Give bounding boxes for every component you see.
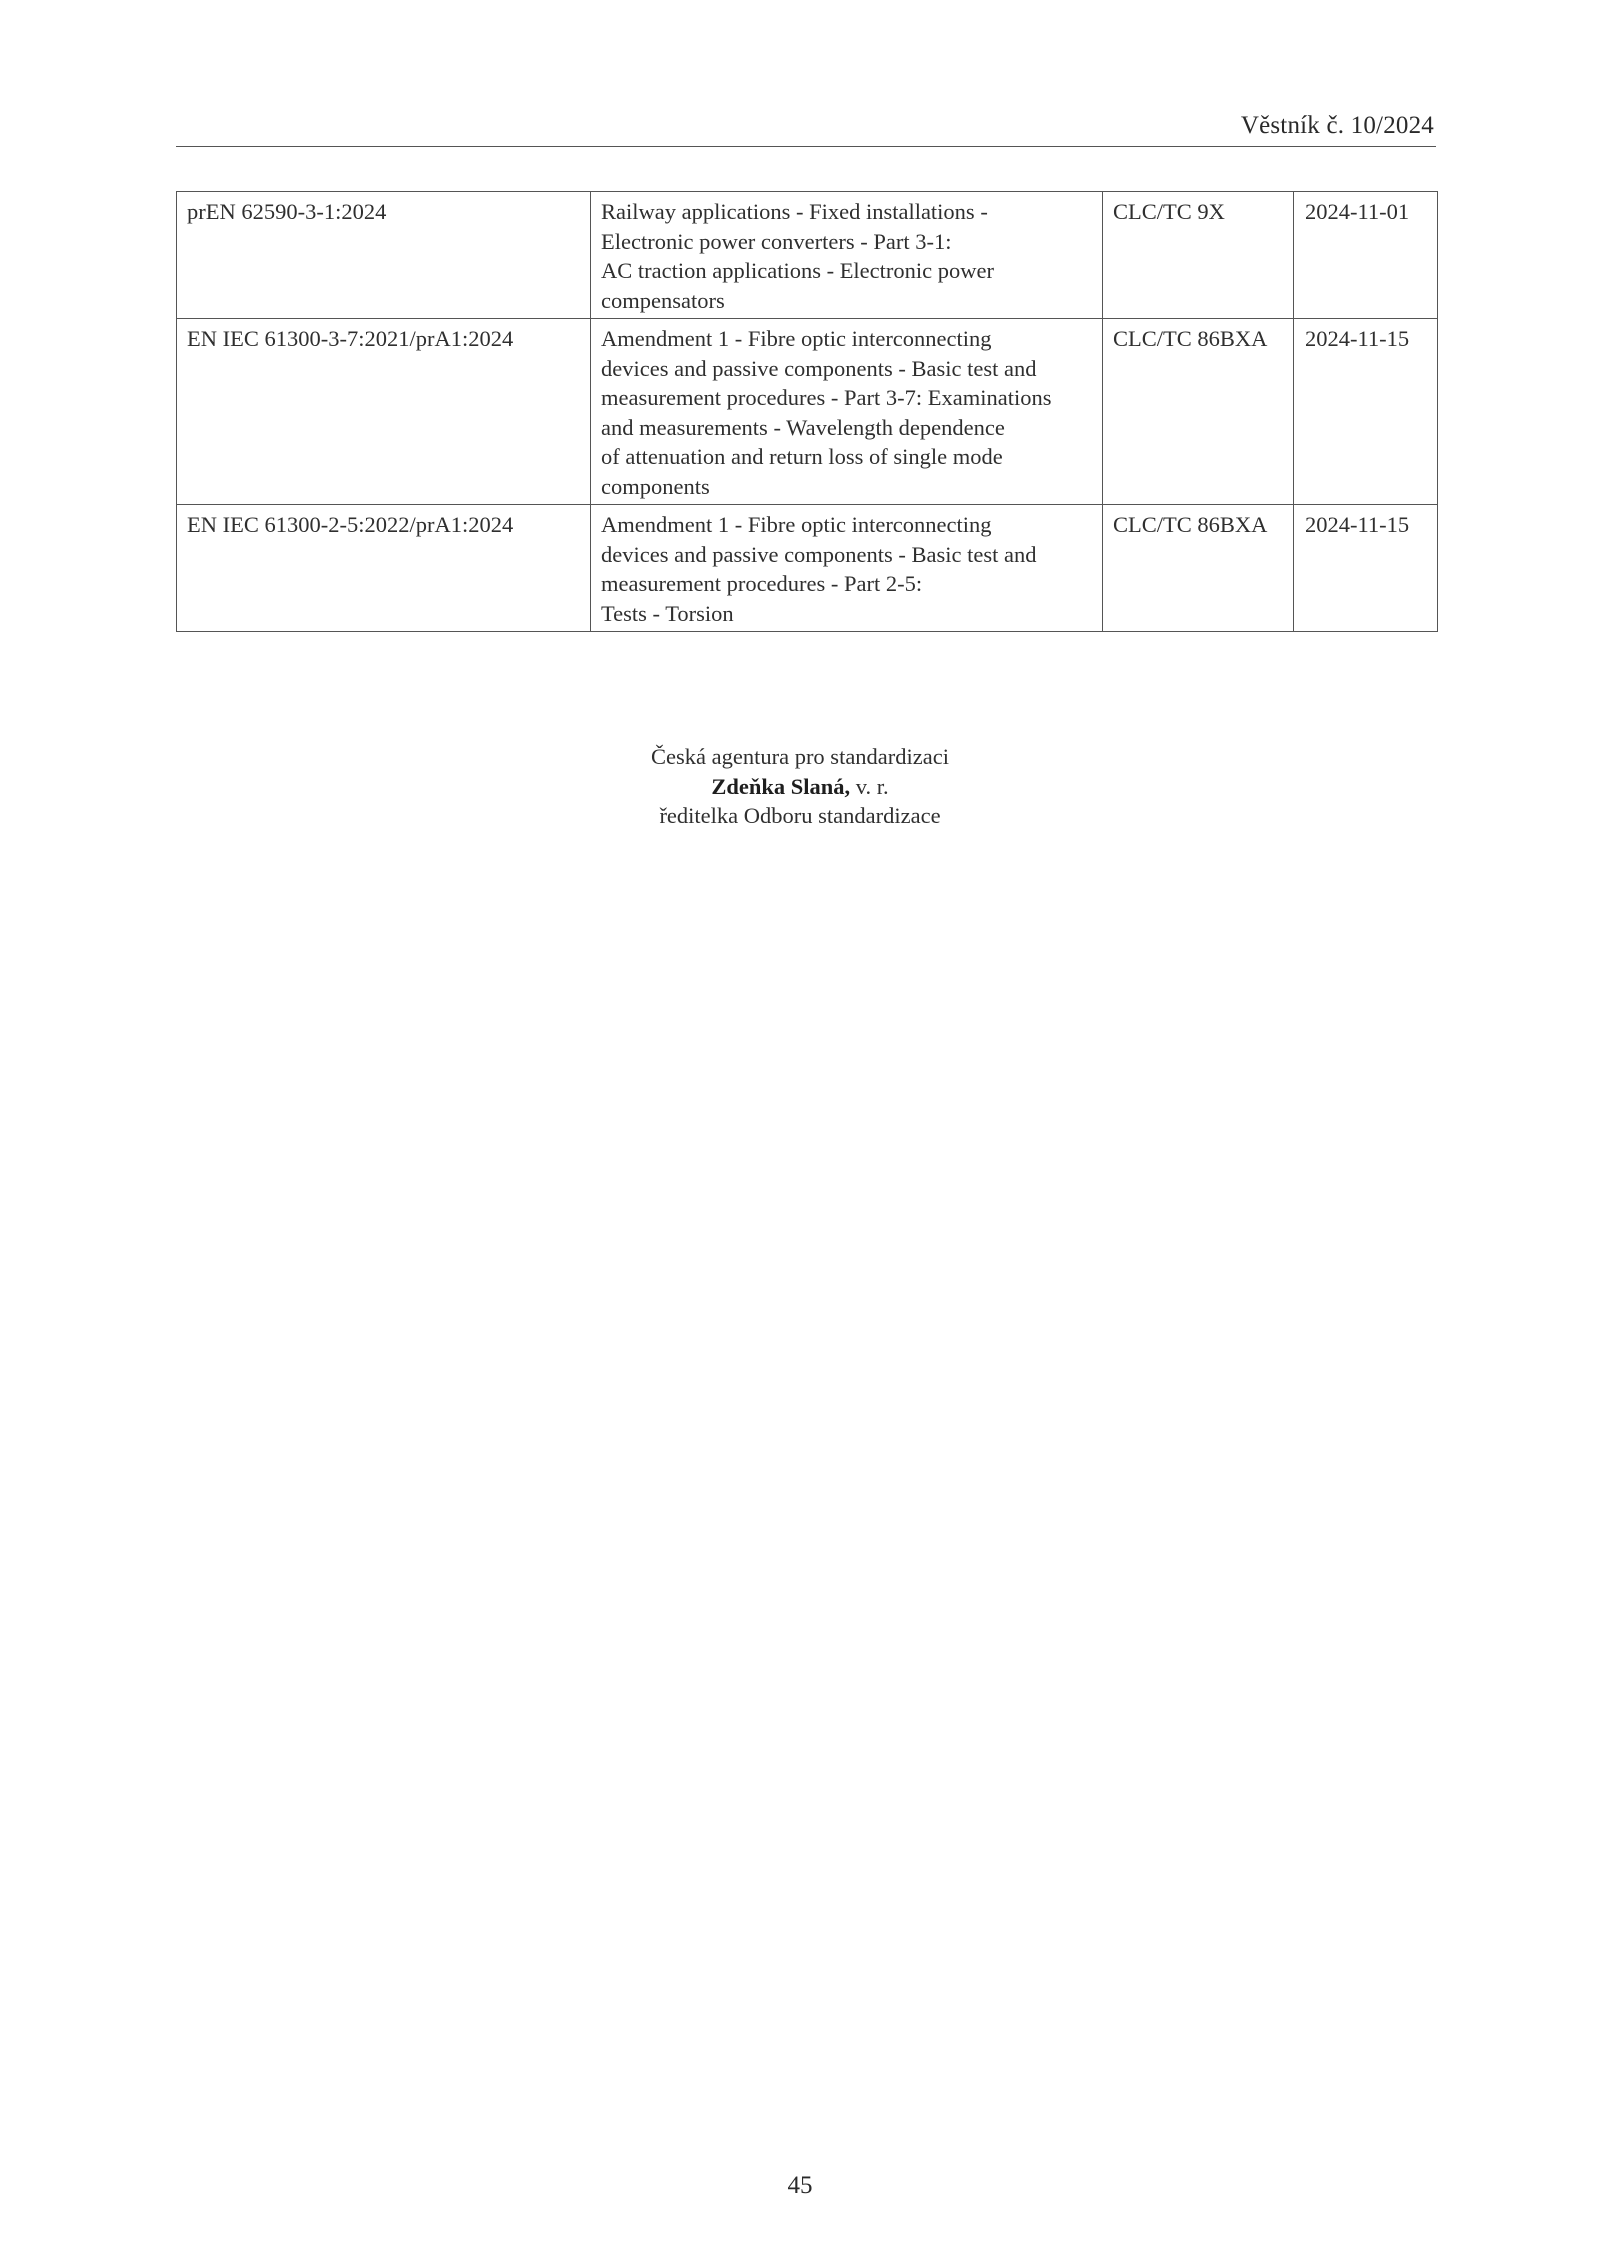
description-line: Railway applications - Fixed installations - [601, 199, 988, 224]
table-row [177, 319, 1438, 505]
technical-committee: CLC/TC 86BXA [1103, 505, 1294, 632]
signer-suffix: v. r. [850, 773, 889, 799]
description-line: of attenuation and return loss of single mode [601, 444, 1003, 469]
description-line: compensators [601, 287, 725, 313]
deadline-date: 2024-11-15 [1294, 505, 1438, 632]
signer-role: ředitelka Odboru standardizace [659, 803, 941, 828]
description-line: components [601, 473, 710, 499]
bulletin-title: Věstník č. 10/2024 [1240, 112, 1434, 139]
description-line: devices and passive components - Basic test and [601, 541, 1037, 567]
table-row [177, 505, 1438, 632]
description-line: Amendment 1 - Fibre optic interconnecting [601, 512, 992, 537]
technical-committee: CLC/TC 86BXA [1103, 319, 1294, 505]
standard-code: EN IEC 61300-3-7:2021/prA1:2024 [177, 319, 591, 505]
description-line: and measurements - Wavelength dependence [601, 414, 1005, 440]
technical-committee: CLC/TC 9X [1103, 192, 1294, 319]
signer-name: Zdeňka Slaná, [711, 773, 851, 799]
deadline-date: 2024-11-15 [1294, 319, 1438, 505]
description-line: Tests - Torsion [601, 600, 734, 626]
standard-description [591, 192, 1103, 319]
description-line: Amendment 1 - Fibre optic interconnecting [601, 326, 992, 351]
deadline-date: 2024-11-01 [1294, 192, 1438, 319]
standards-table [176, 191, 1438, 632]
agency-name: Česká agentura pro standardizaci [651, 744, 949, 769]
standard-description [591, 505, 1103, 632]
standard-description [591, 319, 1103, 505]
standard-code: EN IEC 61300-2-5:2022/prA1:2024 [177, 505, 591, 632]
signature-block [0, 742, 1600, 831]
header-divider [176, 146, 1436, 147]
description-line: measurement procedures - Part 2-5: [601, 571, 923, 596]
table-row [177, 192, 1438, 319]
standard-code: prEN 62590-3-1:2024 [177, 192, 591, 319]
description-line: AC traction applications - Electronic power [601, 258, 994, 283]
description-line: measurement procedures - Part 3-7: Examinations [601, 385, 1052, 410]
description-line: Electronic power converters - Part 3-1: [601, 228, 952, 254]
signer-line [0, 772, 1600, 802]
description-line: devices and passive components - Basic test and [601, 355, 1037, 381]
page-number: 45 [787, 2172, 813, 2199]
